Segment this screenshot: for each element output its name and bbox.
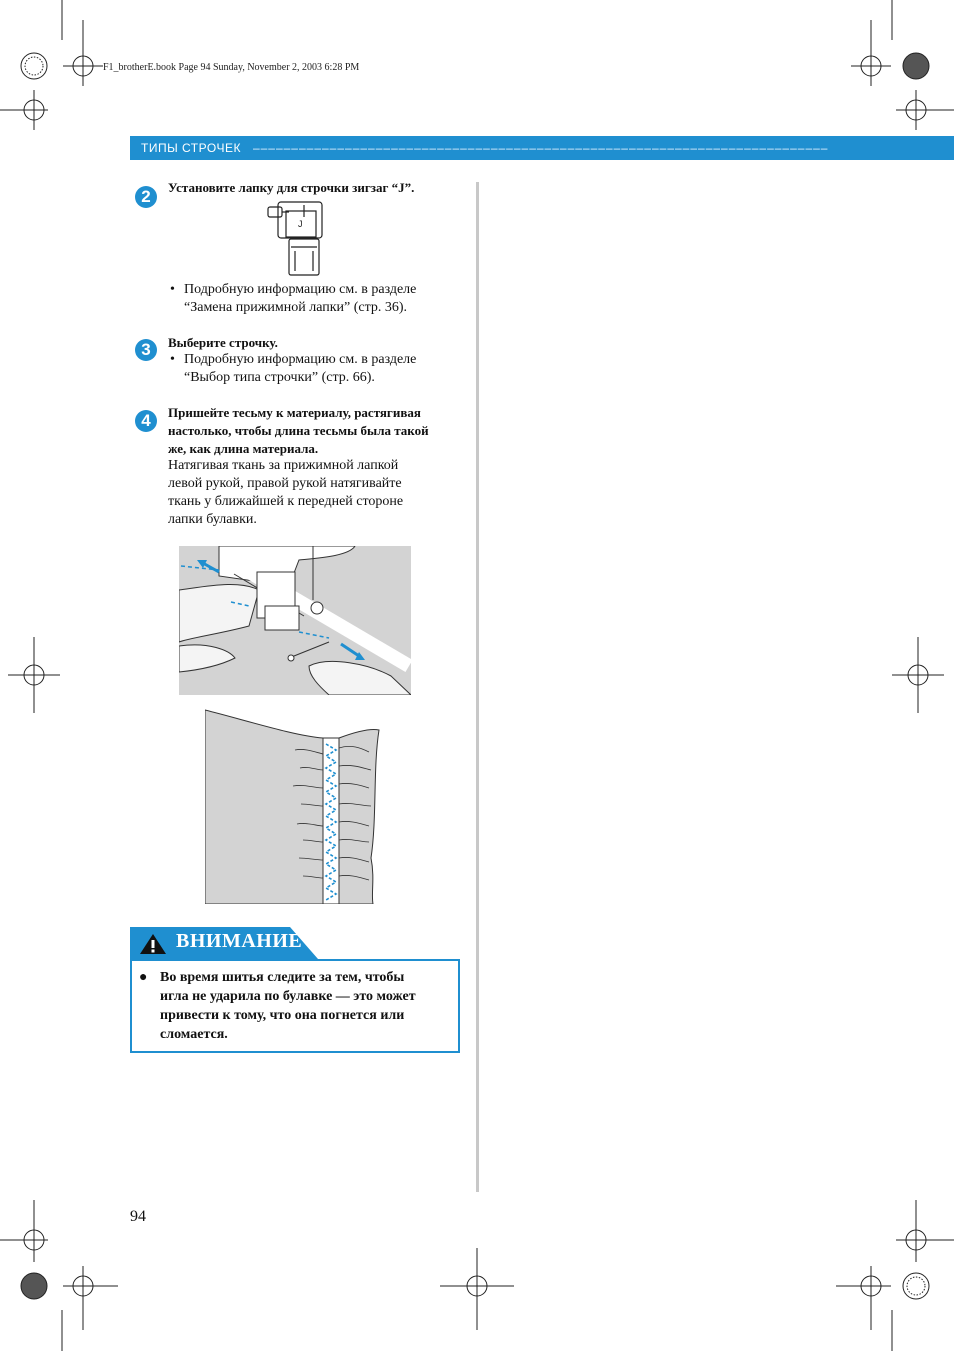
step-4-text-line3: ткань у ближайшей к передней стороне	[168, 494, 404, 509]
step-4-badge: 4	[135, 410, 157, 432]
step-3-badge: 3	[135, 339, 157, 361]
step-3-title: Выберите строчку.	[168, 335, 278, 350]
page-number: 94	[130, 1208, 146, 1225]
step-3-bullet: • Подробную информацию см. в разделе “Выбор типа строчки” (стр. 66).	[170, 352, 417, 385]
step-4-title-line3: же, как длина материала.	[168, 441, 319, 456]
step-4-text-line2: левой рукой, правой рукой натягивайте	[168, 476, 402, 491]
step-2-badge: 2	[135, 186, 157, 208]
column-divider	[476, 182, 479, 1192]
section-title: ТИПЫ СТРОЧЕК	[141, 141, 241, 155]
step-2-bullet: • Подробную информацию см. в разделе “Замена прижимной лапки” (стр. 36).	[170, 282, 417, 315]
warning-line4: сломается.	[160, 1027, 228, 1042]
step-4-text-line1: Натягивая ткань за прижимной лапкой	[168, 458, 399, 473]
gray-disc-mark-icon	[903, 53, 929, 79]
warning-title: ВНИМАНИЕ	[176, 930, 303, 952]
step-3-bullet-line1: Подробную информацию см. в разделе	[184, 352, 417, 367]
sewing-illustration	[179, 546, 411, 695]
step-2-bullet-line1: Подробную информацию см. в разделе	[184, 282, 417, 297]
gathered-fabric-illustration	[205, 708, 380, 904]
step-2-title: Установите лапку для строчки зигзаг “J”.	[168, 180, 415, 195]
section-header-bar	[130, 136, 954, 160]
warning-bullet-icon: ●	[139, 970, 148, 985]
header-dashes: –––––––––––––––––––––––––––––––––––––––––––––––––––––––––––––––––––––––––––	[252, 141, 829, 155]
warning-line1: Во время шитья следите за тем, чтобы	[160, 970, 405, 985]
step-4-text-line4: лапки булавки.	[168, 512, 257, 527]
foot-letter: J	[298, 219, 303, 229]
warning-triangle-icon	[138, 932, 168, 956]
step-4-title-line1: Пришейте тесьму к материалу, растягивая	[168, 405, 421, 420]
step-3-bullet-line2: “Выбор типа строчки” (стр. 66).	[184, 370, 375, 385]
step-4-title-line2: настолько, чтобы длина тесьмы была такой	[168, 423, 429, 438]
presser-foot-j-icon	[265, 199, 327, 277]
warning-text	[160, 968, 450, 1044]
warning-line2: игла не ударила по булавке — это может	[160, 989, 416, 1004]
step-4-title	[168, 404, 468, 458]
gray-disc-mark-icon	[21, 1273, 47, 1299]
step-4-text	[168, 457, 468, 529]
warning-line3: привести к тому, что она погнется или	[160, 1008, 405, 1023]
step-2-bullet-line2: “Замена прижимной лапки” (стр. 36).	[184, 300, 408, 315]
file-info: F1_brotherE.book Page 94 Sunday, November 2, 2003 6:28 PM	[103, 62, 360, 73]
